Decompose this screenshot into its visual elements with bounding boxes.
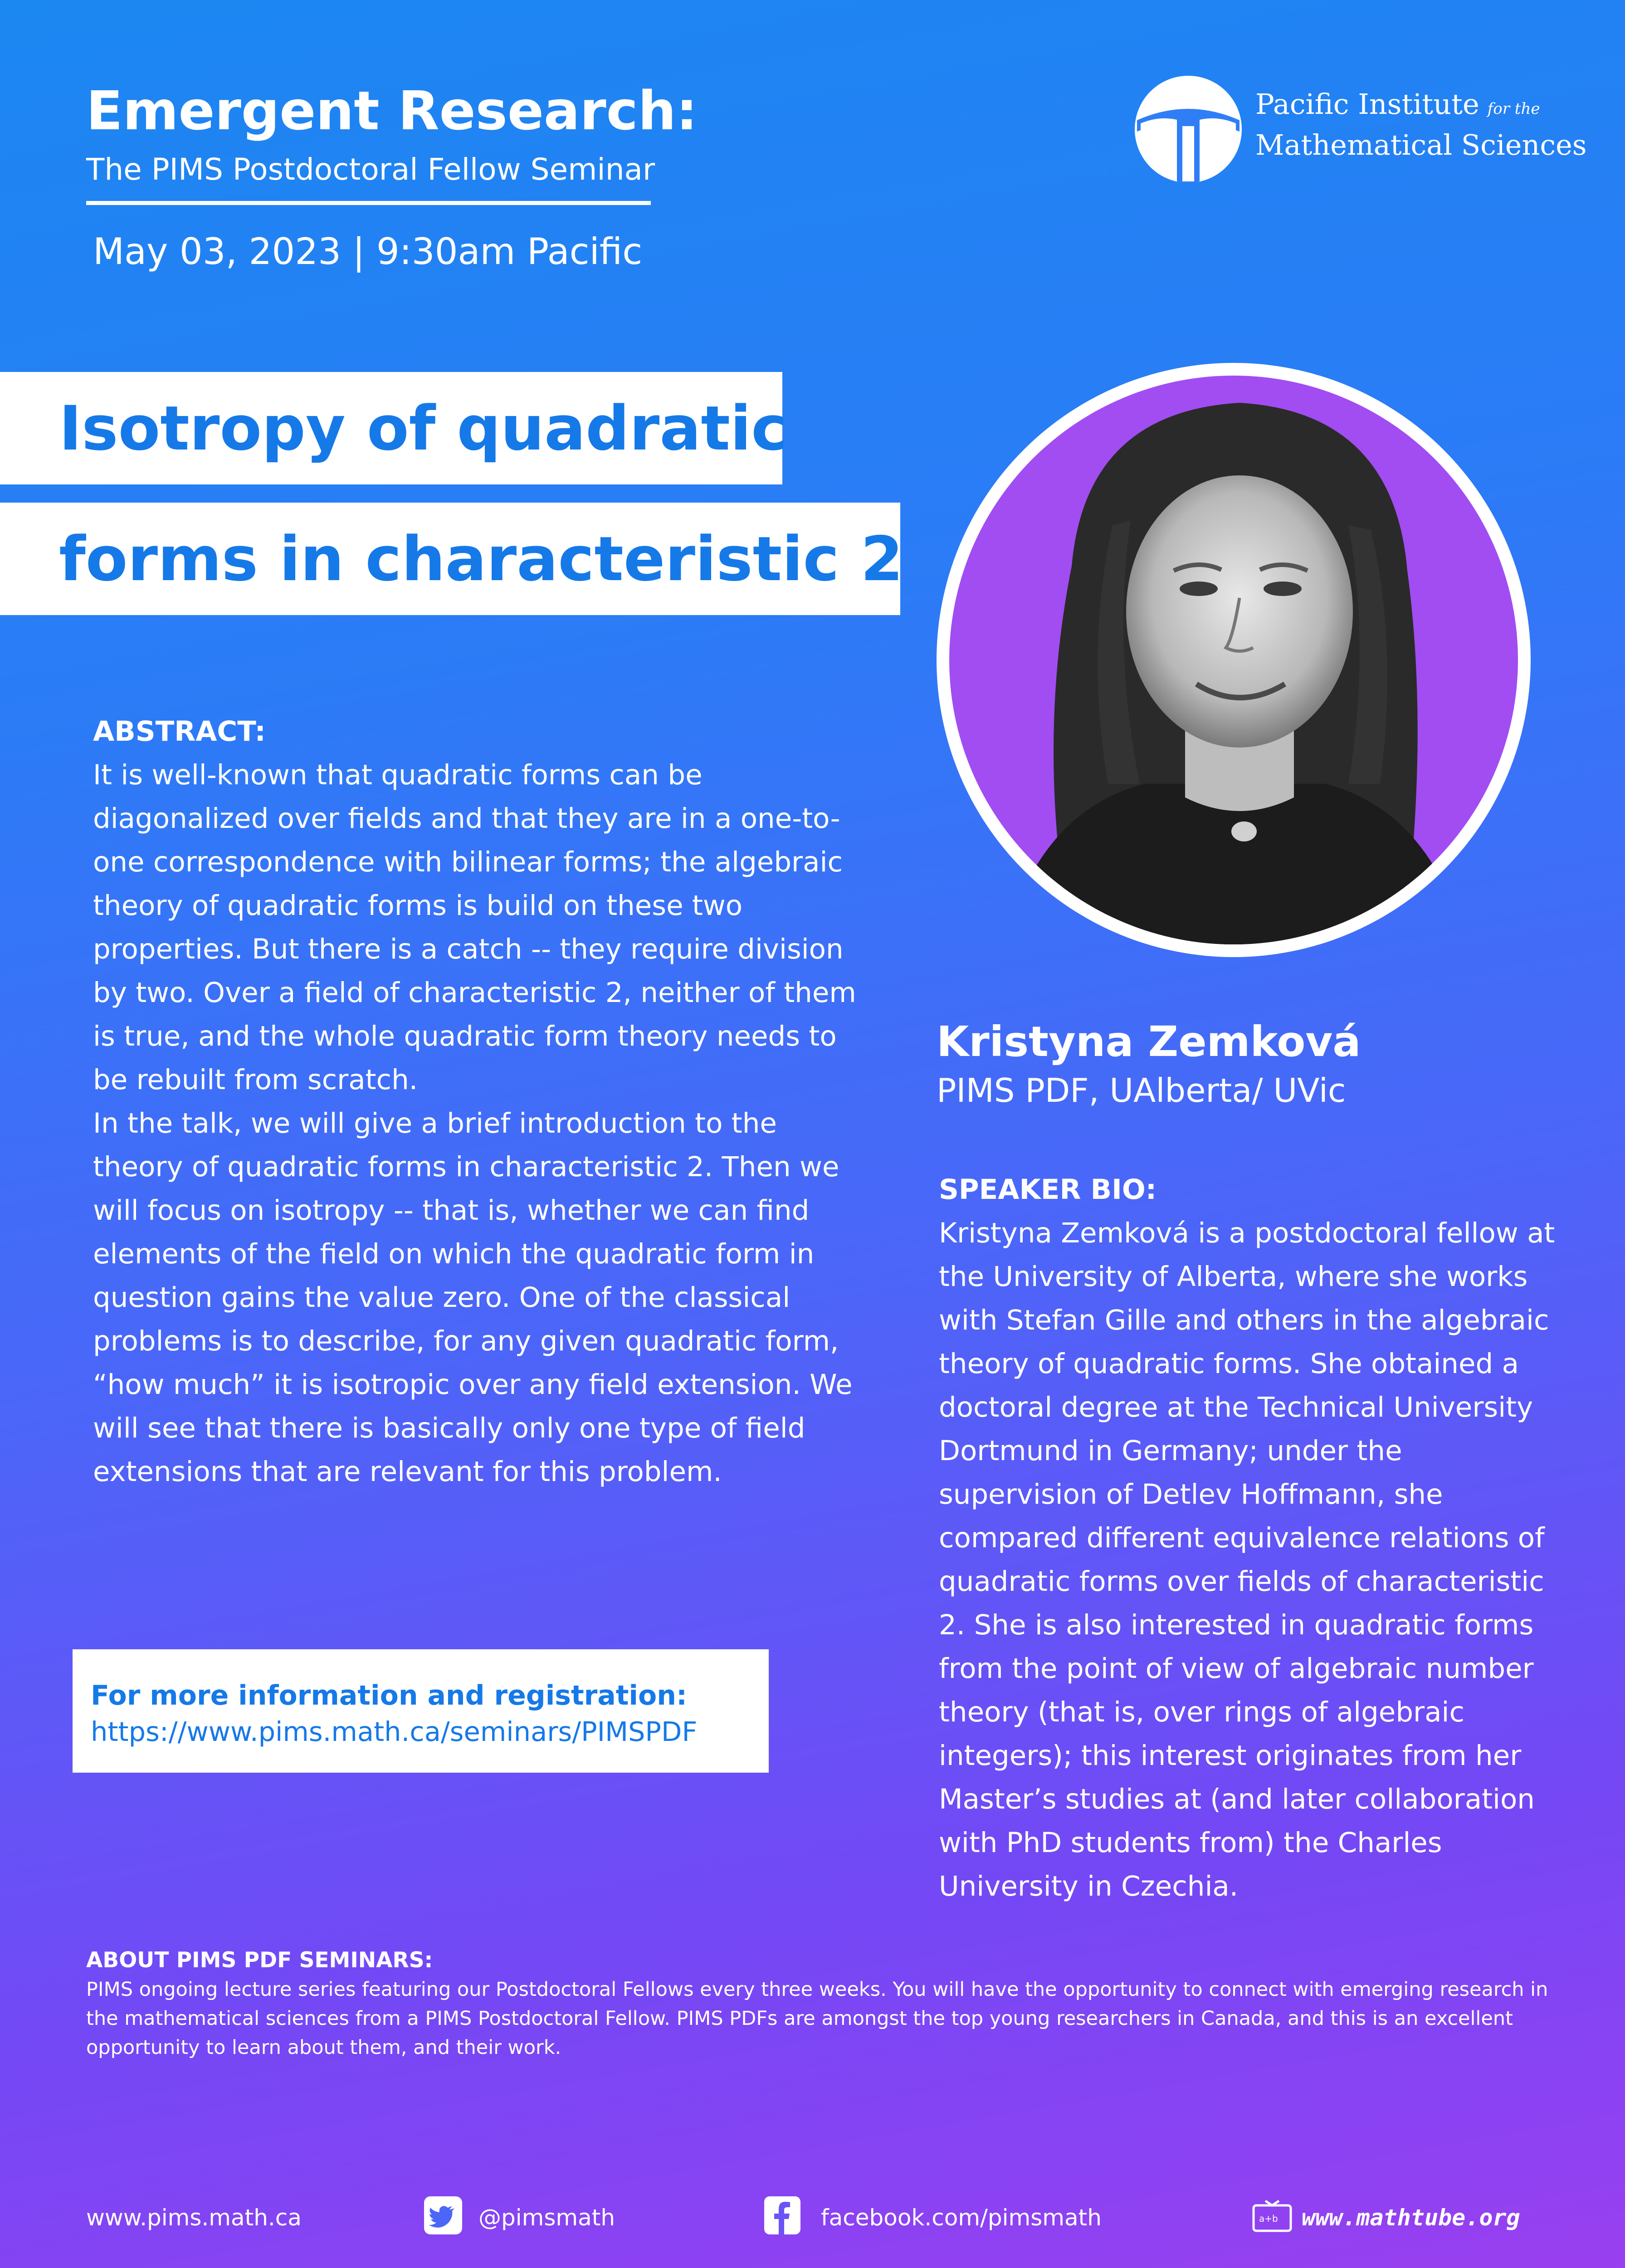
speaker-portrait-image <box>949 376 1518 944</box>
series-title: Emergent Research: <box>86 79 698 142</box>
abstract-paragraph-2: In the talk, we will give a brief introduction to the theory of quadratic forms in characteristic 2. Then we will focus on isotropy -- that is, whether we can find elements of the field on which the quadratic form in question gains the value zero. One of the classical problems is to describe, for any given quadratic form, “how much” it is isotropic over any field extension. We will see that there is basically only one type of field extensions that are relevant for this problem. <box>93 1107 853 1488</box>
speaker-bio-section <box>939 1168 1565 1908</box>
about-section <box>86 1946 1569 2062</box>
event-date: May 03, 2023 | 9:30am Pacific <box>93 230 643 273</box>
twitter-icon[interactable] <box>424 2196 462 2234</box>
speaker-photo <box>937 363 1531 957</box>
footer-facebook-link[interactable]: facebook.com/pimsmath <box>821 2204 1102 2231</box>
logo-line2: Mathematical Sciences <box>1255 128 1587 161</box>
header-divider <box>86 201 651 205</box>
speaker-bio-label: SPEAKER BIO: <box>939 1173 1157 1206</box>
talk-title-line2: forms in characteristic 2 <box>0 503 900 615</box>
pims-logo-icon <box>1132 73 1245 186</box>
speaker-name: Kristyna Zemková <box>937 1017 1361 1066</box>
registration-box <box>73 1649 769 1773</box>
series-subtitle: The PIMS Postdoctoral Fellow Seminar <box>86 152 655 187</box>
facebook-icon[interactable] <box>764 2196 800 2234</box>
speaker-bio-text: Kristyna Zemková is a postdoctoral fellow at the University of Alberta, where she works with Stefan Gille and others in the algebraic theory of quadratic forms. She obtained a doctoral degree at the Technical University Dortmund in Germany; under the supervision of Detlev Hoffmann, she compared different equivalence relations of quadratic forms over fields of characteristic 2. She is also interested in quadratic forms from the point of view of algebraic number theory (that is, over rings of algebraic integers); this interest originates from her Master’s studies at (and later collaboration with PhD students from) the Charles University in Czechia. <box>939 1217 1555 1902</box>
speaker-affiliation: PIMS PDF, UAlberta/ UVic <box>937 1071 1346 1110</box>
footer-mathtube-link[interactable]: www.mathtube.org <box>1302 2204 1520 2231</box>
abstract-paragraph-1: It is well-known that quadratic forms can be diagonalized over fields and that they are in a one-to-one correspondence with bilinear forms; the algebraic theory of quadratic forms is build on these two properties. But there is a catch -- they require division by two. Over a field of characteristic 2, neither of them is true, and the whole quadratic form theory needs to be rebuilt from scratch. <box>93 759 856 1096</box>
svg-text:a+b: a+b <box>1259 2213 1278 2224</box>
registration-label: For more information and registration: <box>91 1680 687 1711</box>
pims-logo-text <box>1255 86 1587 163</box>
logo-line1-small: for the <box>1487 100 1540 118</box>
registration-link[interactable]: https://www.pims.math.ca/seminars/PIMSPDF <box>91 1716 698 1747</box>
footer-website-link[interactable]: www.pims.math.ca <box>86 2204 302 2231</box>
abstract-section <box>93 710 873 1494</box>
tv-icon <box>1252 2199 1293 2234</box>
footer-twitter-handle[interactable]: @pimsmath <box>478 2204 615 2231</box>
logo-line1: Pacific Institute <box>1255 88 1479 121</box>
talk-title-line1: Isotropy of quadratic <box>0 372 782 484</box>
about-label: ABOUT PIMS PDF SEMINARS: <box>86 1948 433 1973</box>
about-text: PIMS ongoing lecture series featuring our Postdoctoral Fellows every three weeks. You will have the opportunity to connect with emerging research in the mathematical sciences from a PIMS Postdoctoral Fellow. PIMS PDFs are amongst the top young researchers in Canada, and this is an excellent opportunity to learn about them, and their work. <box>86 1978 1548 2059</box>
abstract-label: ABSTRACT: <box>93 715 266 748</box>
